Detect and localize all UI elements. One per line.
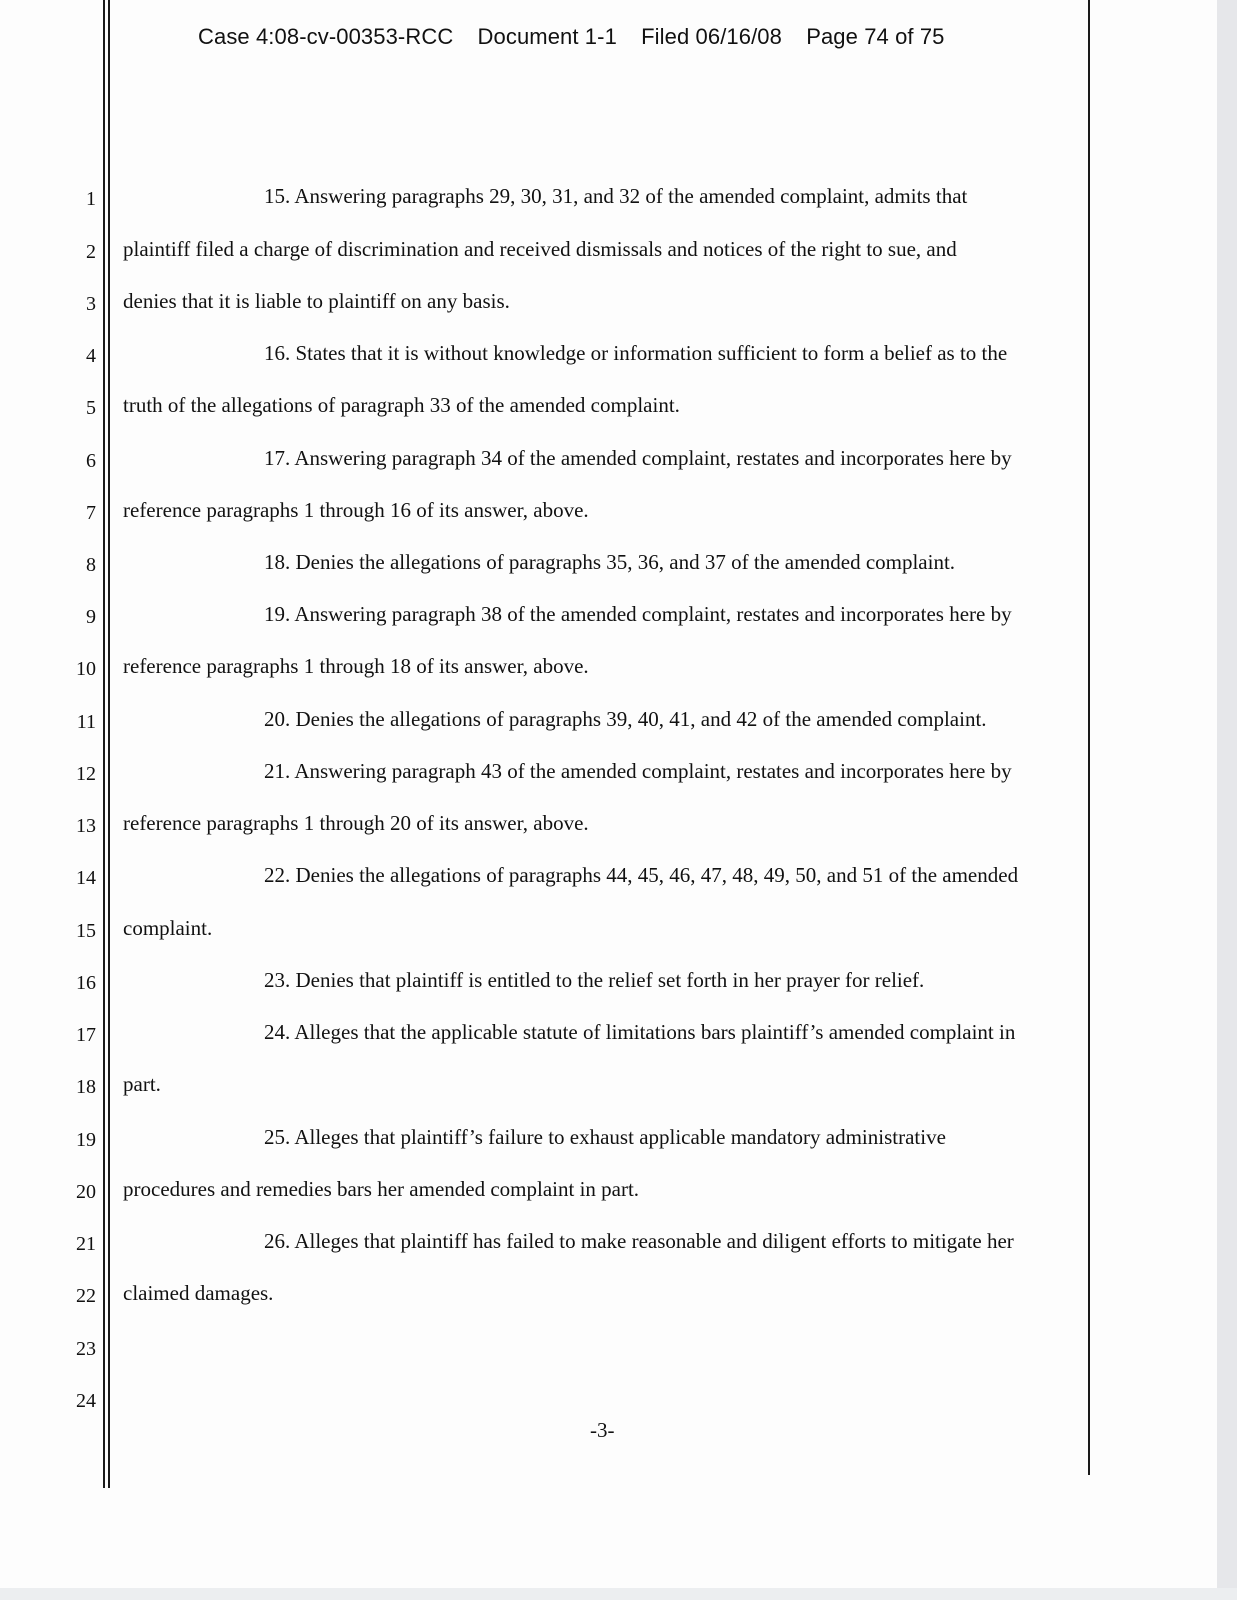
pleading-line: 23. Denies that plaintiff is entitled to the relief set forth in her prayer for relief. — [264, 968, 925, 992]
line-number: 13 — [76, 815, 96, 837]
line-number: 23 — [76, 1338, 96, 1360]
page-count: Page 74 of 75 — [806, 24, 945, 49]
line-number: 12 — [76, 763, 96, 785]
pleading-line: reference paragraphs 1 through 20 of its answer, above. — [123, 811, 589, 835]
line-number: 7 — [86, 502, 96, 524]
filed-date: Filed 06/16/08 — [641, 24, 782, 49]
line-number: 10 — [76, 658, 96, 680]
line-number: 18 — [76, 1076, 96, 1098]
line-number: 22 — [76, 1285, 96, 1307]
court-filing-header — [198, 24, 958, 50]
line-number: 15 — [76, 920, 96, 942]
pleading-line: denies that it is liable to plaintiff on any basis. — [123, 289, 510, 313]
pleading-line: 20. Denies the allegations of paragraphs 39, 40, 41, and 42 of the amended complaint. — [264, 707, 987, 731]
line-number: 9 — [86, 606, 96, 628]
line-number: 2 — [86, 241, 96, 263]
line-number: 24 — [76, 1390, 96, 1412]
line-number: 16 — [76, 972, 96, 994]
pleading-line: 24. Alleges that the applicable statute of limitations bars plaintiff’s amended complaint in — [264, 1020, 1016, 1044]
line-number: 6 — [86, 450, 96, 472]
pleading-line: 15. Answering paragraphs 29, 30, 31, and 32 of the amended complaint, admits that — [264, 184, 968, 208]
pleading-line: 17. Answering paragraph 34 of the amended complaint, restates and incorporates here by — [264, 446, 1012, 470]
pleading-line: part. — [123, 1072, 161, 1096]
pleading-line: 18. Denies the allegations of paragraphs 35, 36, and 37 of the amended complaint. — [264, 550, 956, 574]
pleading-line: reference paragraphs 1 through 16 of its answer, above. — [123, 498, 589, 522]
pleading-line: procedures and remedies bars her amended complaint in part. — [123, 1177, 640, 1201]
right-margin-rule — [1088, 0, 1090, 1475]
scan-edge-right — [1217, 0, 1237, 1600]
pleading-line: 16. States that it is without knowledge or information sufficient to form a belief as to the — [264, 341, 1008, 365]
line-number: 21 — [76, 1233, 96, 1255]
document-number: Document 1-1 — [477, 24, 617, 49]
pleading-line: 19. Answering paragraph 38 of the amended complaint, restates and incorporates here by — [264, 602, 1012, 626]
line-number: 5 — [86, 397, 96, 419]
pleading-line: claimed damages. — [123, 1281, 274, 1305]
line-number: 11 — [76, 711, 96, 733]
line-number: 3 — [86, 293, 96, 315]
pleading-line: plaintiff filed a charge of discrimination and received dismissals and notices of the right to sue, and — [123, 237, 957, 261]
left-margin-rule-outer — [103, 0, 105, 1488]
pleading-line: reference paragraphs 1 through 18 of its answer, above. — [123, 654, 589, 678]
pleading-line: complaint. — [123, 916, 213, 940]
pleading-line: 21. Answering paragraph 43 of the amended complaint, restates and incorporates here by — [264, 759, 1012, 783]
left-margin-rule-inner — [108, 0, 110, 1488]
line-number: 8 — [86, 554, 96, 576]
line-number: 1 — [86, 188, 96, 210]
line-number: 20 — [76, 1181, 96, 1203]
line-number: 17 — [76, 1024, 96, 1046]
case-number: Case 4:08-cv-00353-RCC — [198, 24, 454, 49]
line-number: 14 — [76, 867, 96, 889]
scan-edge-bottom — [0, 1588, 1237, 1600]
pleading-line: 22. Denies the allegations of paragraphs 44, 45, 46, 47, 48, 49, 50, and 51 of the amended — [264, 863, 1019, 887]
line-number: 19 — [76, 1129, 96, 1151]
pleading-line: 26. Alleges that plaintiff has failed to make reasonable and diligent efforts to mitigate her — [264, 1229, 1014, 1253]
pleading-line: 25. Alleges that plaintiff’s failure to exhaust applicable mandatory administrative — [264, 1125, 946, 1149]
pleading-line: truth of the allegations of paragraph 33 of the amended complaint. — [123, 393, 680, 417]
page-number-footer: -3- — [590, 1418, 615, 1442]
line-number: 4 — [86, 345, 96, 367]
